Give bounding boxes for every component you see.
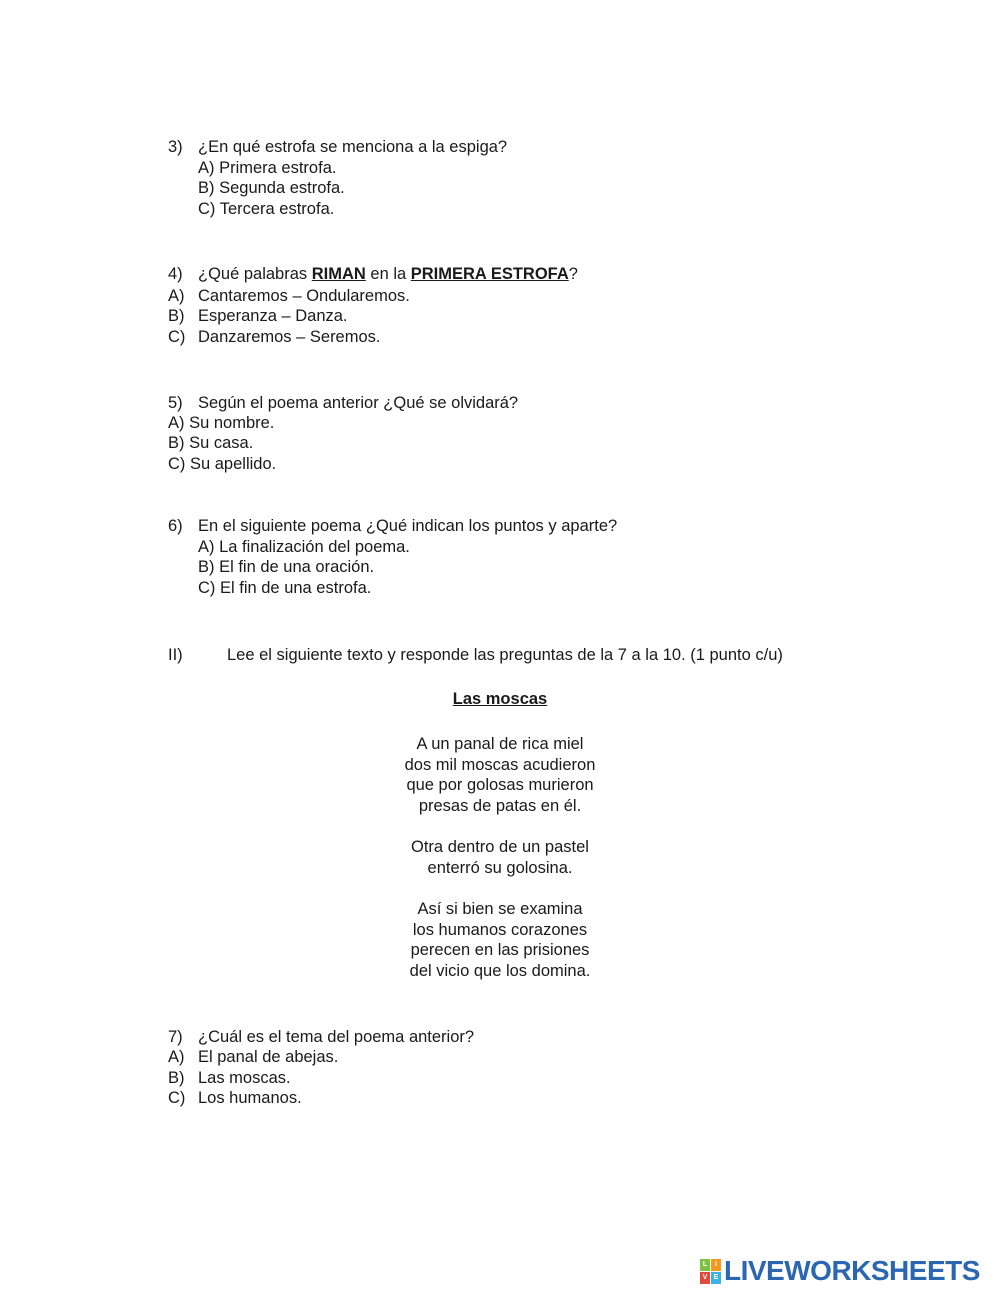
poem-line: los humanos corazones — [412, 921, 588, 939]
emphasis-riman: RIMAN — [311, 265, 366, 283]
option-a: Cantaremos – Ondularemos. — [198, 287, 410, 305]
option-a: A) La finalización del poema. — [198, 538, 410, 556]
logo-text: LIVEWORKSHEETS — [724, 1255, 980, 1286]
option-c: Los humanos. — [198, 1089, 302, 1107]
question-number: 7) — [168, 1028, 183, 1046]
option-a: A) Su nombre. — [168, 414, 275, 432]
poem-line: presas de patas en él. — [418, 797, 582, 815]
emphasis-primera-estrofa: PRIMERA ESTROFA — [410, 265, 569, 283]
option-c-letter: C) — [168, 328, 186, 346]
option-b: B) Segunda estrofa. — [198, 179, 345, 197]
question-number: 6) — [168, 517, 183, 535]
question-text: ¿Cuál es el tema del poema anterior? — [198, 1028, 475, 1046]
option-a: A) Primera estrofa. — [198, 159, 337, 177]
option-a-letter: A) — [168, 287, 185, 305]
question-text: En el siguiente poema ¿Qué indican los puntos y aparte? — [198, 517, 618, 535]
option-a-letter: A) — [168, 1048, 185, 1066]
option-b: Esperanza – Danza. — [198, 307, 348, 325]
option-b: B) Su casa. — [168, 434, 254, 452]
poem-line: del vicio que los domina. — [409, 962, 591, 980]
option-c: Danzaremos – Seremos. — [198, 328, 381, 346]
poem-line: Así si bien se examina — [417, 900, 583, 918]
poem-line: enterró su golosina. — [427, 859, 573, 877]
question-text: Según el poema anterior ¿Qué se olvidará? — [198, 394, 519, 412]
question-text: ¿Qué palabras RIMAN en la PRIMERA ESTROFA? — [198, 265, 578, 283]
poem-title: Las moscas — [452, 690, 548, 708]
poem-line: Otra dentro de un pastel — [411, 838, 589, 856]
option-c: C) Tercera estrofa. — [198, 200, 335, 218]
question-number: 5) — [168, 394, 183, 412]
liveworksheets-logo[interactable] — [700, 1257, 980, 1285]
option-b: Las moscas. — [198, 1069, 291, 1087]
option-b-letter: B) — [168, 307, 185, 325]
question-number: 4) — [168, 265, 183, 283]
option-a: El panal de abejas. — [198, 1048, 339, 1066]
logo-blocks-icon: L I V E — [700, 1259, 721, 1284]
option-c: C) El fin de una estrofa. — [198, 579, 372, 597]
option-b-letter: B) — [168, 1069, 185, 1087]
option-c: C) Su apellido. — [168, 455, 277, 473]
poem-line: perecen en las prisiones — [410, 941, 590, 959]
question-text: ¿En qué estrofa se menciona a la espiga? — [198, 138, 508, 156]
option-c-letter: C) — [168, 1089, 186, 1107]
section-number: II) — [168, 646, 183, 664]
question-number: 3) — [168, 138, 183, 156]
poem-line: que por golosas murieron — [406, 776, 594, 794]
instruction-text: Lee el siguiente texto y responde las preguntas de la 7 a la 10. (1 punto c/u) — [227, 646, 783, 664]
option-b: B) El fin de una oración. — [198, 558, 375, 576]
poem-line: A un panal de rica miel — [416, 735, 584, 753]
poem-line: dos mil moscas acudieron — [404, 756, 596, 774]
